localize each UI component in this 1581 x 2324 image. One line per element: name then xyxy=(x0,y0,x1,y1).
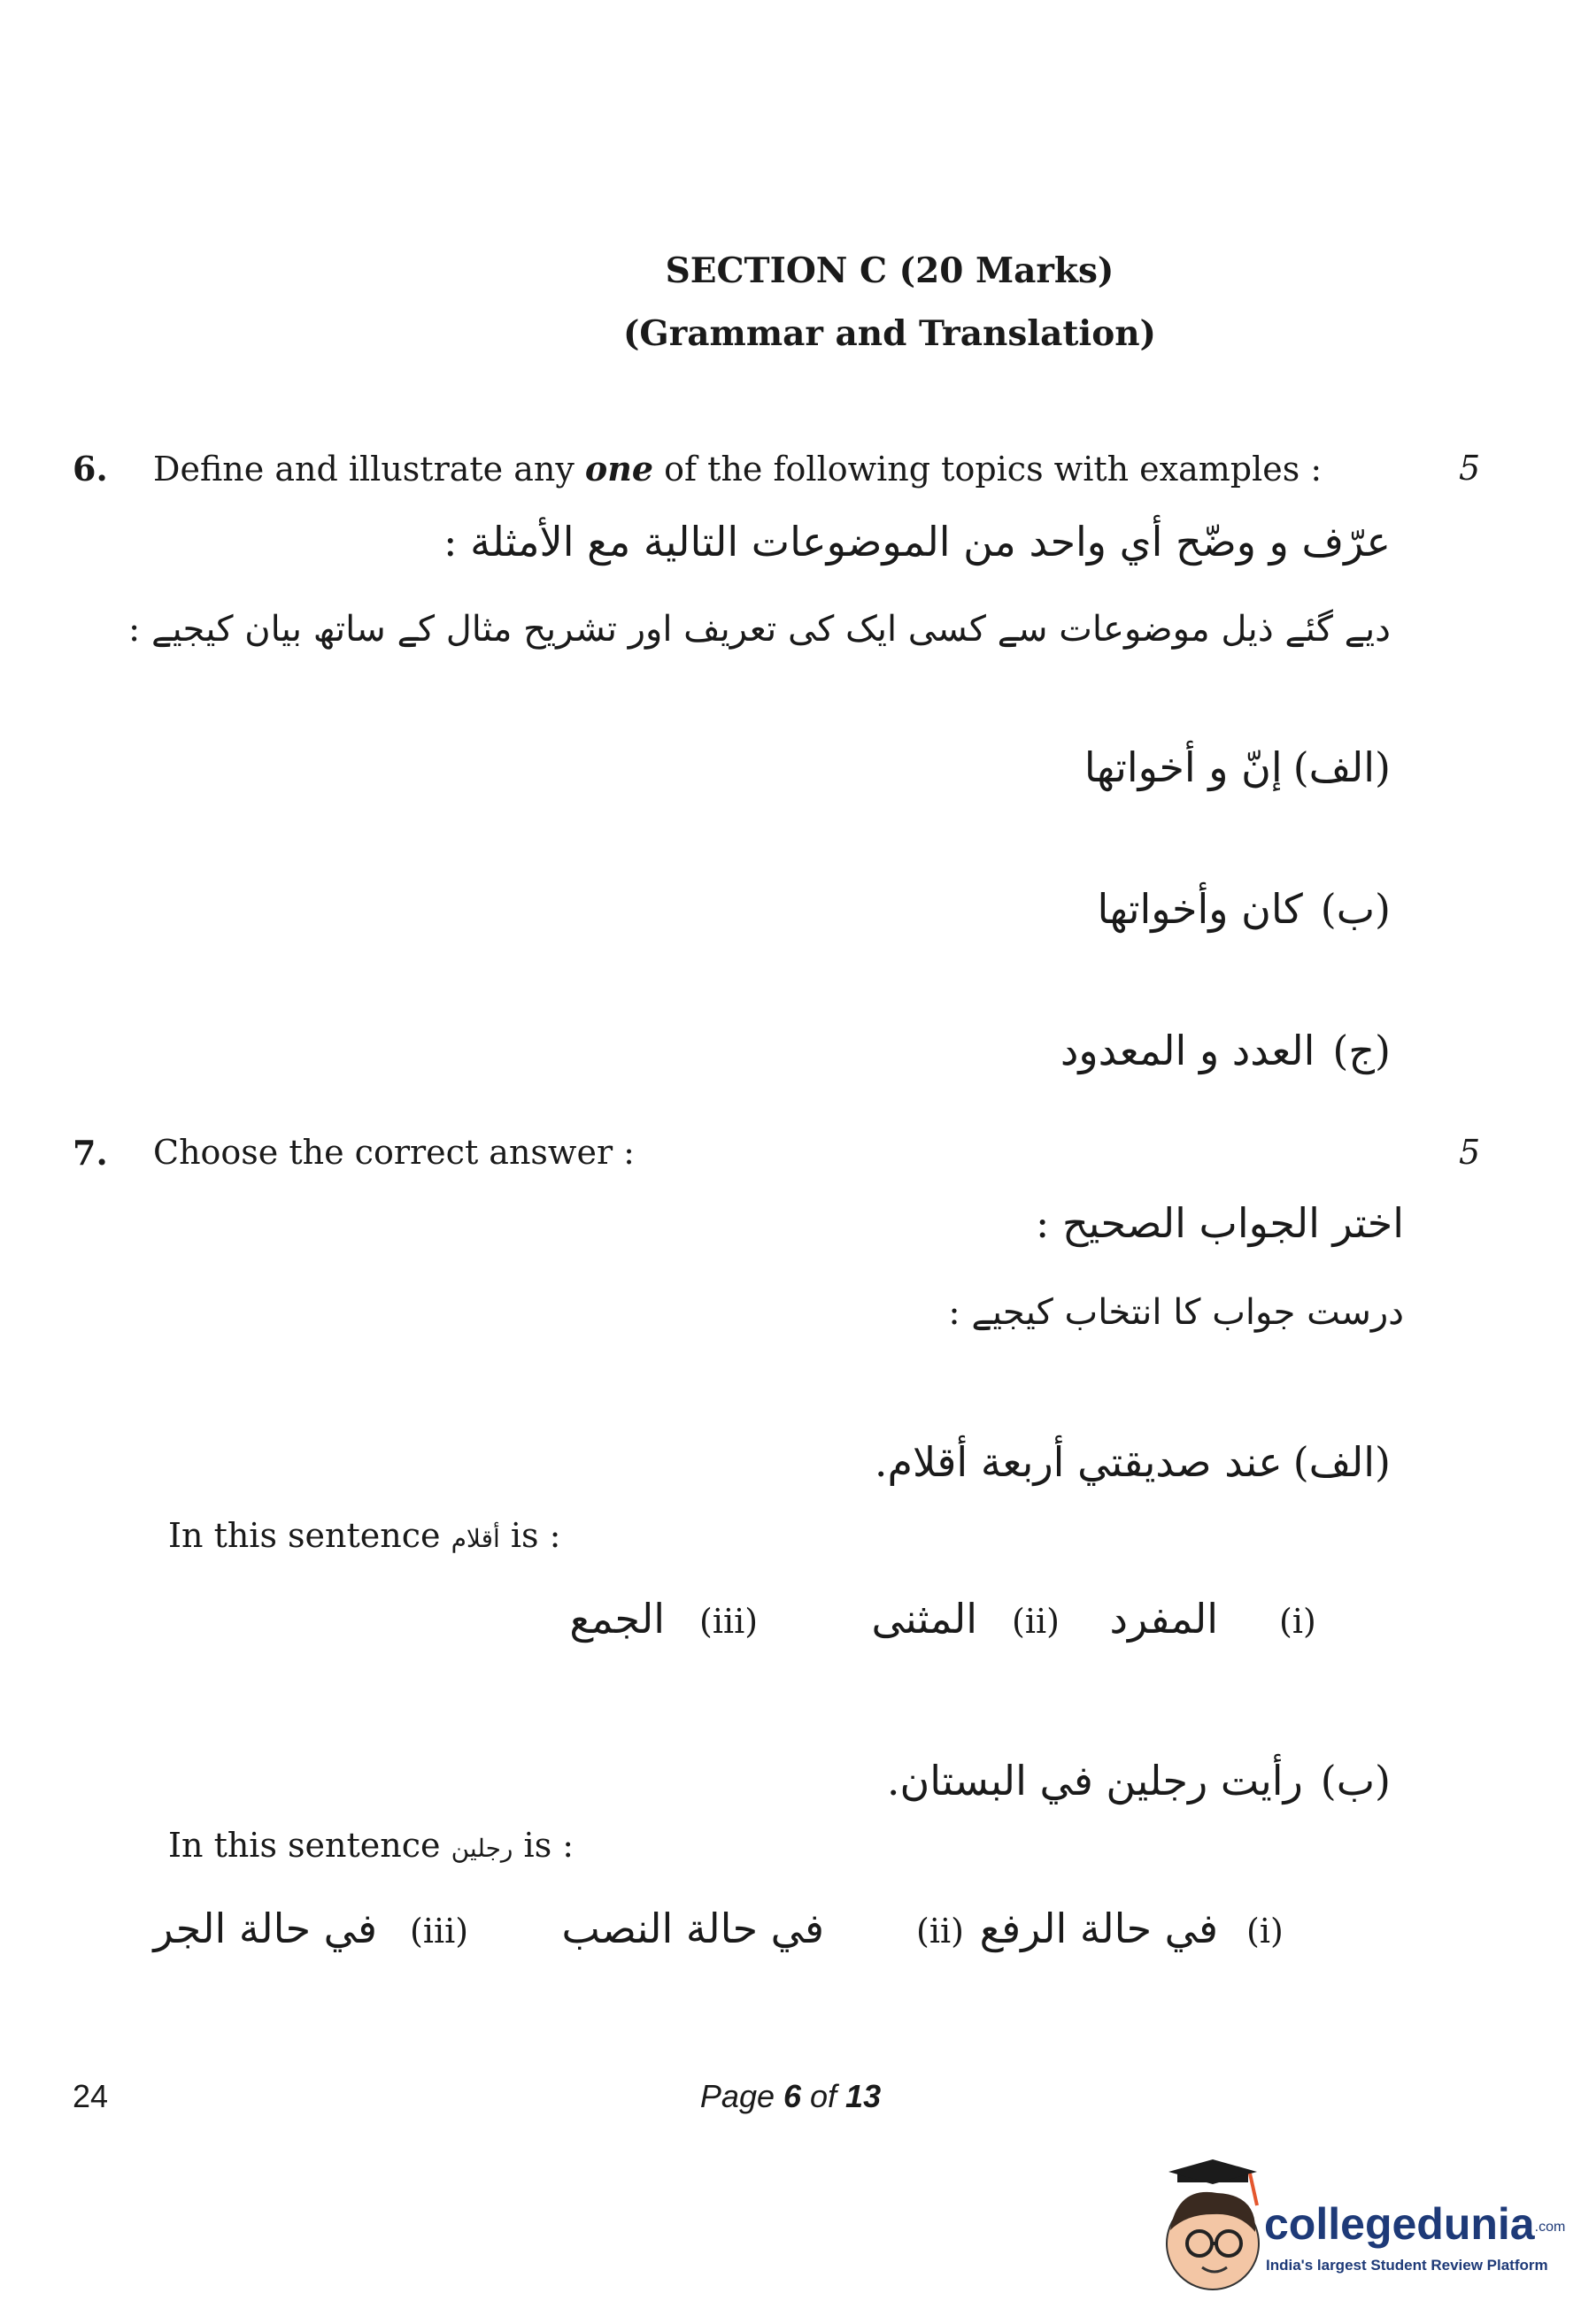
part-label: (ب) xyxy=(1320,1757,1391,1805)
logo-wordmark xyxy=(1264,2198,1565,2250)
question-6-text-before: Define and illustrate any xyxy=(153,450,585,489)
total-pages: 13 xyxy=(845,2078,882,2114)
choice-a-2-text: المثنى xyxy=(871,1595,977,1643)
option-label: (الف) xyxy=(1292,743,1391,791)
option-label: (ج) xyxy=(1332,1027,1391,1074)
prompt-text-before: In this sentence xyxy=(168,1826,451,1865)
question-6-number: 6. xyxy=(73,449,108,489)
question-6-urdu-instruction: دیے گئے ذیل موضوعات سے کسی ایک کی تعریف اور تشریح مثال کے ساتھ بیان کیجیے : xyxy=(127,609,1391,650)
of-word: of xyxy=(801,2078,846,2114)
option-text: كان وأخواتها xyxy=(1097,885,1303,933)
prompt-text-before: In this sentence xyxy=(168,1516,451,1555)
logo-name: collegedunia xyxy=(1264,2199,1535,2249)
logo-tagline: India's largest Student Review Platform xyxy=(1266,2257,1548,2274)
choice-b-3-num: (iii) xyxy=(410,1912,469,1951)
question-7-urdu-instruction: درست جواب کا انتخاب کیجیے : xyxy=(948,1292,1404,1333)
choice-b-2-num: (ii) xyxy=(916,1912,964,1951)
question-7-number: 7. xyxy=(73,1133,108,1173)
question-7-text: Choose the correct answer : xyxy=(153,1133,635,1172)
choice-b-2-text: في حالة النصب xyxy=(561,1905,824,1952)
question-7-part-b xyxy=(887,1757,1391,1805)
part-sentence: رأيت رجلين في البستان. xyxy=(886,1757,1303,1805)
choice-a-3-text: الجمع xyxy=(569,1595,665,1643)
question-7-part-b-prompt xyxy=(168,1826,574,1865)
question-7-arabic-instruction: اختر الجواب الصحيح : xyxy=(1035,1199,1404,1247)
question-6-option-b xyxy=(1097,885,1391,933)
question-6-marks: 5 xyxy=(1459,449,1481,488)
question-7-marks: 5 xyxy=(1459,1133,1481,1172)
choice-a-1-num: (i) xyxy=(1279,1602,1316,1641)
page-word: Page xyxy=(699,2078,783,2114)
part-label: (الف) xyxy=(1292,1438,1391,1486)
option-label: (ب) xyxy=(1320,885,1391,933)
question-6-option-a xyxy=(1084,743,1391,791)
choice-b-1-text: في حالة الرفع xyxy=(979,1905,1218,1952)
logo-suffix: .com xyxy=(1534,2219,1566,2235)
question-7-part-a xyxy=(875,1438,1391,1486)
prompt-arabic-word: رجلين xyxy=(451,1834,513,1863)
option-text: إنّ و أخواتها xyxy=(1084,743,1283,791)
choice-b-3-text: في حالة الجر xyxy=(153,1905,377,1952)
choice-a-1-text: المفرد xyxy=(1109,1595,1218,1643)
prompt-text-after: is : xyxy=(499,1516,561,1555)
prompt-text-after: is : xyxy=(513,1826,575,1865)
page-code: 24 xyxy=(73,2078,109,2114)
collegedunia-logo xyxy=(1151,2159,1576,2319)
section-subtitle: (Grammar and Translation) xyxy=(622,313,1157,354)
choice-a-2-num: (ii) xyxy=(1012,1602,1060,1641)
question-6-text xyxy=(153,449,1322,489)
question-6-option-c xyxy=(1060,1027,1391,1074)
question-6-text-emphasis: one xyxy=(584,449,654,489)
question-6-arabic-instruction: عرّف و وضّح أي واحد من الموضوعات التالية مع الأمثلة : xyxy=(443,518,1391,566)
question-7-part-a-prompt xyxy=(168,1516,560,1555)
choice-a-3-num: (iii) xyxy=(699,1602,759,1641)
prompt-arabic-word: أقلام xyxy=(451,1524,500,1553)
option-text: العدد و المعدود xyxy=(1060,1027,1315,1074)
question-6-text-after: of the following topics with examples : xyxy=(653,450,1323,489)
current-page: 6 xyxy=(783,2078,802,2114)
section-title: SECTION C (20 Marks) xyxy=(665,250,1114,291)
part-sentence: عند صديقتي أربعة أقلام. xyxy=(874,1438,1283,1486)
page-number xyxy=(0,2078,1581,2115)
choice-b-1-num: (i) xyxy=(1246,1912,1284,1951)
